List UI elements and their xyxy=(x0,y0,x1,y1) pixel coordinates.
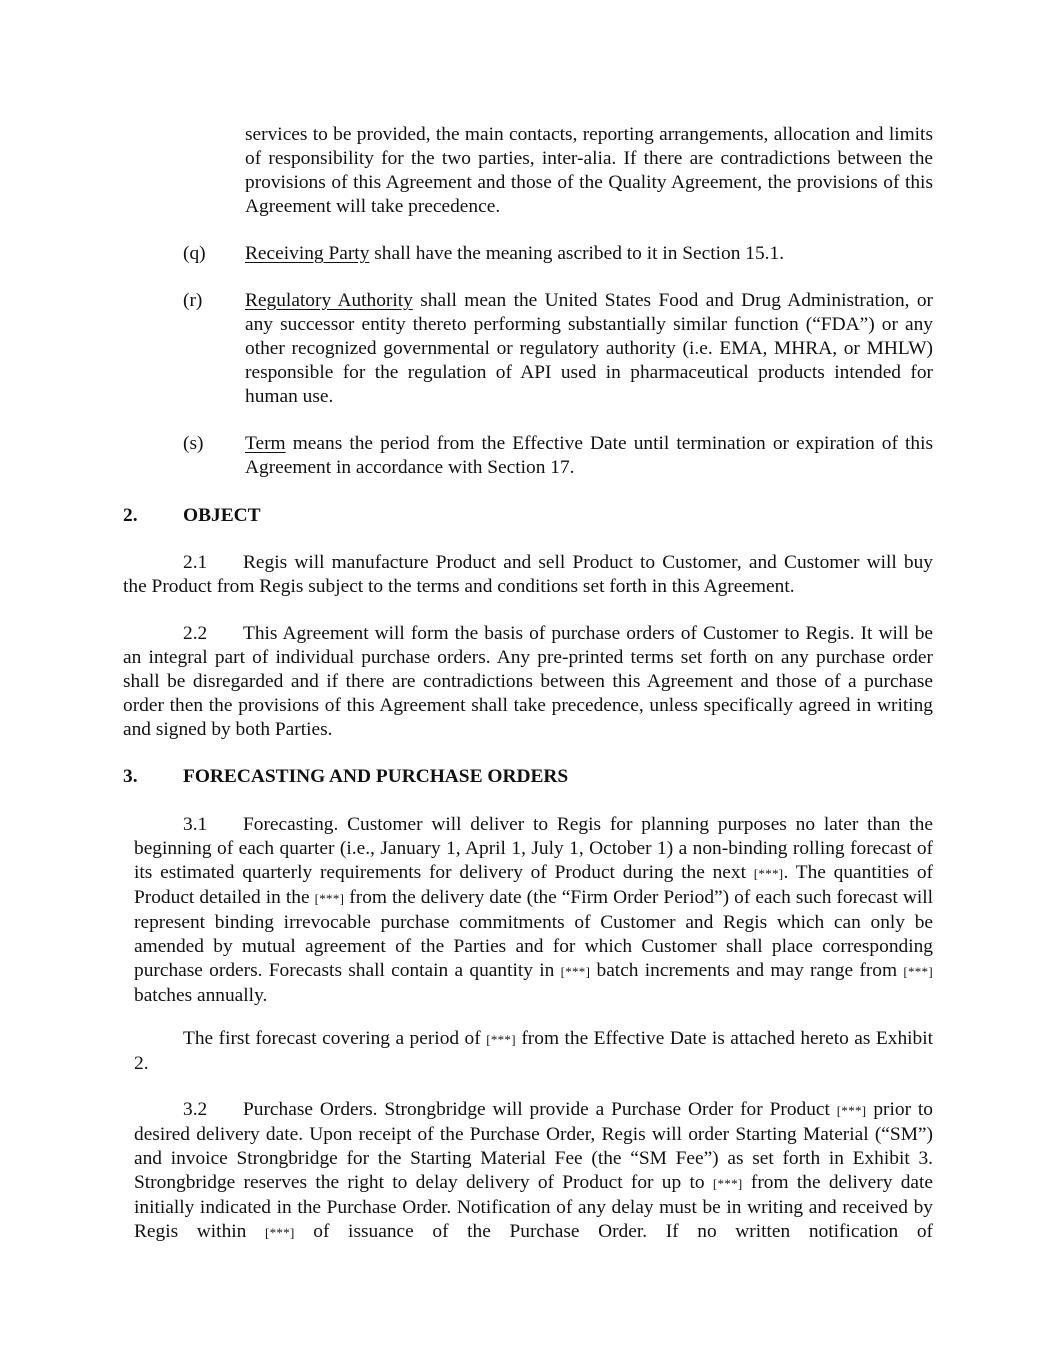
definition-q-text: shall have the meaning ascribed to it in Section 15.1. xyxy=(369,243,785,264)
clause-3-2 xyxy=(134,1098,933,1245)
clause-2-1-text: Regis will manufacture Product and sell Product to Customer, and Customer will buy the Product from Regis subject to the terms and conditions set forth in this Agreement. xyxy=(123,552,933,597)
redaction-marker: [***] xyxy=(314,891,345,906)
defined-term-receiving-party: Receiving Party xyxy=(245,243,370,264)
clause-3-1-number: 3.1 xyxy=(183,814,208,835)
section-3-title: FORECASTING AND PURCHASE ORDERS xyxy=(183,766,569,787)
first-forecast-paragraph xyxy=(134,1027,933,1076)
clause-3-1-text-c: from the delivery date (the “Firm Order Period”) of each such forecast will represent binding irrevocable purchase commitments of Customer and Regis which can only be amended by mutual agreement of the Parties and for which Customer shall place corresponding purchase orders. Forecasts shall contain a quantity in xyxy=(134,887,933,981)
clause-3-1 xyxy=(134,813,933,1008)
clause-3-2-text-a: Purchase Orders. Strongbridge will provide a Purchase Order for Product xyxy=(243,1099,837,1120)
redaction-marker: [***] xyxy=(486,1032,516,1047)
clause-3-2-text-b: prior to desired delivery date. Upon receipt of the Purchase Order, Regis will order Starting Material (“SM”) and invoice Strongbridge for the Starting Material Fee (the “SM Fee”) as set forth in Exhibit 3. Strongbridge reserves the right to delay delivery of Product for up to xyxy=(134,1099,933,1193)
redaction-marker: [***] xyxy=(903,964,933,979)
section-2-heading xyxy=(123,504,261,528)
definition-r xyxy=(245,289,933,409)
first-forecast-text-a: The first forecast covering a period of xyxy=(183,1028,487,1049)
redaction-marker: [***] xyxy=(712,1176,743,1191)
definition-s xyxy=(245,432,933,480)
definition-q xyxy=(245,242,933,266)
continued-definition-text: services to be provided, the main contacts, reporting arrangements, allocation and limits of responsibility for the two parties, inter-alia. If there are contradictions between the provisions of this Agreement and those of the Quality Agreement, the provisions of this Agreement will take precedence. xyxy=(245,124,933,217)
clause-2-2-text: This Agreement will form the basis of purchase orders of Customer to Regis. It will be an integral part of individual purchase orders. Any pre-printed terms set forth on any purchase order shall be disregarded and if there are contradictions between this Agreement and those of a purchase order then the provisions of this Agreement shall take precedence, unless specifically agreed in writing and signed by both Parties. xyxy=(123,623,933,740)
defined-term-term: Term xyxy=(245,433,286,454)
clause-3-2-text-c: from the delivery date initially indicated in the Purchase Order. Notification of any delay must be in writing and received by Regis within xyxy=(134,1172,933,1242)
redaction-marker: [***] xyxy=(264,1225,295,1240)
definition-label-r: (r) xyxy=(183,290,203,311)
redaction-marker: [***] xyxy=(753,866,784,881)
redaction-marker: [***] xyxy=(560,964,591,979)
clause-3-1-text-b: . The quantities of Product detailed in the xyxy=(134,862,933,908)
definition-label-q: (q) xyxy=(183,243,206,264)
clause-3-1-text-e: batches annually. xyxy=(134,985,268,1006)
first-forecast-text-b: from the Effective Date is attached hereto as Exhibit 2. xyxy=(134,1028,933,1074)
definition-label-s: (s) xyxy=(183,433,204,454)
clause-2-2-number: 2.2 xyxy=(183,623,208,644)
clause-2-2 xyxy=(123,622,933,742)
section-2-number: 2. xyxy=(123,505,138,526)
clause-3-1-text-a: Forecasting. Customer will deliver to Regis for planning purposes no later than the beginning of each quarter (i.e., January 1, April 1, July 1, October 1) a non-binding rolling forecast of its estimated quarterly requirements for delivery of Product during the next xyxy=(134,814,933,883)
clause-2-1-number: 2.1 xyxy=(183,552,208,573)
clause-3-1-text-d: batch increments and may range from xyxy=(590,960,904,981)
definition-r-text: shall mean the United States Food and Drug Administration, or any successor entity thereto performing substantially similar function (“FDA”) or any other recognized governmental or regulatory authority (i.e. EMA, MHRA, or MHLW) responsible for the regulation of API used in pharmaceutical products intended for human use. xyxy=(245,290,934,407)
clause-2-1 xyxy=(123,551,933,599)
section-3-number: 3. xyxy=(123,766,138,787)
defined-term-regulatory-authority: Regulatory Authority xyxy=(245,290,413,311)
section-2-title: OBJECT xyxy=(183,505,261,526)
clause-3-2-number: 3.2 xyxy=(183,1099,208,1120)
clause-3-2-text-d: of issuance of the Purchase Order. If no written notification of xyxy=(294,1221,933,1242)
section-3-heading xyxy=(123,765,568,789)
definition-s-text: means the period from the Effective Date until termination or expiration of this Agreement in accordance with Section 17. xyxy=(245,433,933,478)
redaction-marker: [***] xyxy=(836,1103,867,1118)
